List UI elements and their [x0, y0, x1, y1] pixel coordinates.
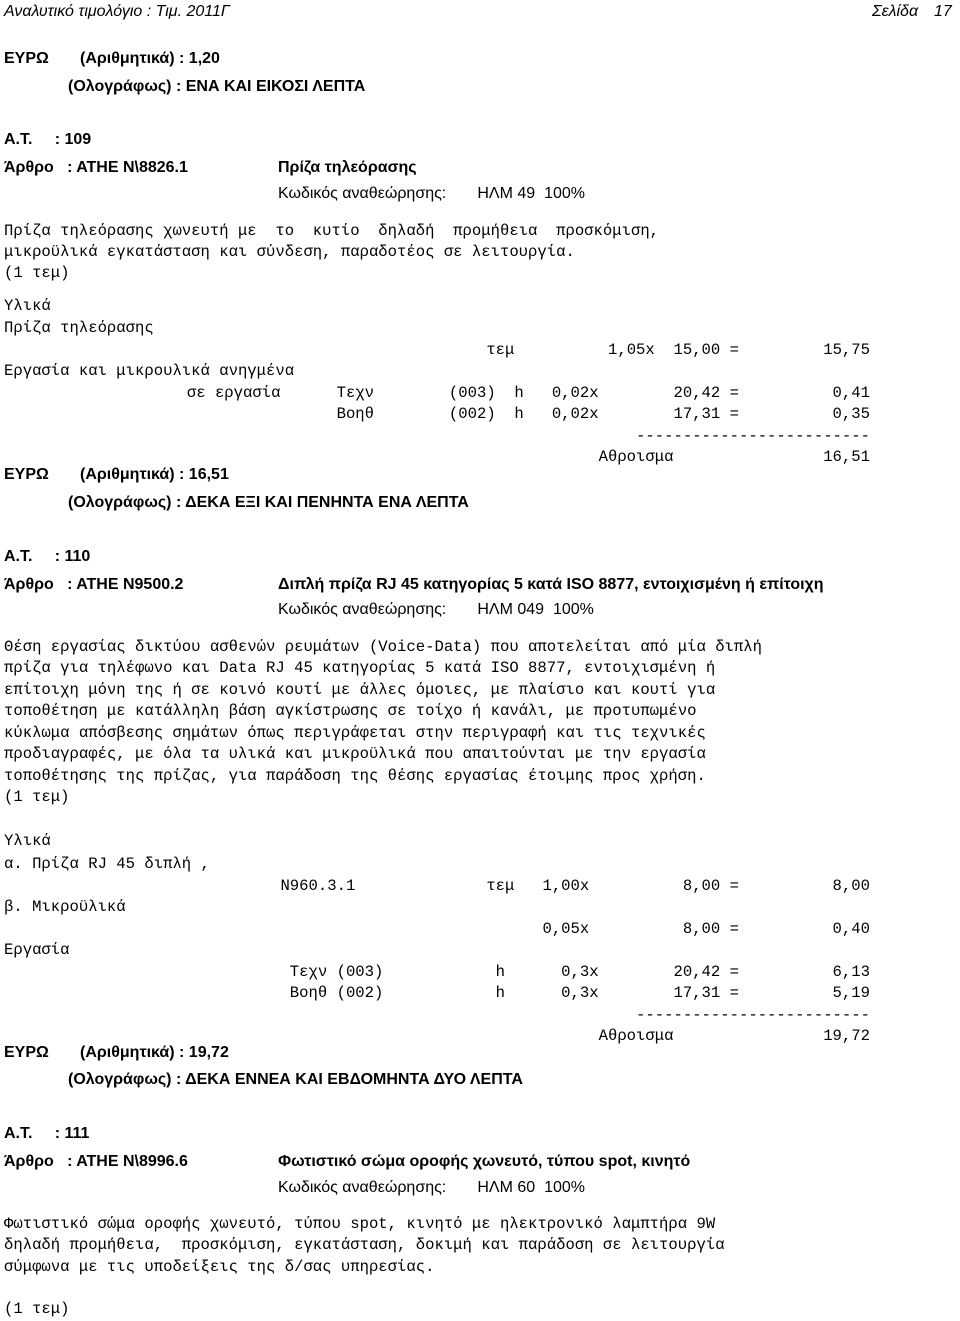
price-numeric: (Αριθμητικά) : 1,20 — [80, 50, 220, 67]
currency-label: ΕΥΡΩ — [4, 50, 49, 67]
price-words: (Ολογράφως) : ΕΝΑ ΚΑΙ ΕΙΚΟΣΙ ΛΕΠΤΑ — [68, 78, 366, 95]
labor-cost-row: σε εργασία Τεχν (003) h 0,02x 20,42 = 0,41 — [186, 384, 870, 402]
article-code: Άρθρο : ΑΤΗΕ Ν\8826.1 — [4, 159, 188, 176]
currency-label: ΕΥΡΩ — [4, 1044, 49, 1061]
document-header-title: Αναλυτικό τιμολόγιο : Τιμ. 2011Γ — [4, 3, 230, 20]
price-numeric: (Αριθμητικά) : 16,51 — [80, 466, 229, 483]
labor-heading: Εργασία και μικρουλικά ανηγμένα — [4, 362, 295, 380]
item-code: Α.Τ. : 111 — [4, 1125, 90, 1142]
item-code: Α.Τ. : 109 — [4, 131, 92, 148]
total-separator: ------------------------- — [636, 1006, 870, 1024]
item-description-line: πρίζα για τηλέφωνο και Data RJ 45 κατηγορίας 5 κατά ISO 8877, εντοιχισμένη ή — [4, 659, 716, 677]
material-cost-row: τεμ 1,05x 15,00 = 15,75 — [486, 341, 870, 359]
item-description-line: σύμφωνα με τις υποδείξεις της δ/σας υπηρεσίας. — [4, 1258, 435, 1276]
materials-heading: Υλικά — [4, 832, 51, 850]
item-code: Α.Τ. : 110 — [4, 548, 91, 565]
material-cost-row: N960.3.1 τεμ 1,00x 8,00 = 8,00 — [252, 877, 870, 895]
item-description-line: προδιαγραφές, με όλα τα υλικά και μικροϋλικά που απαιτούνται με την εργασία — [4, 745, 706, 763]
item-description-line: μικροϋλικά εγκατάσταση και σύνδεση, παραδοτέος σε λειτουργία. — [4, 243, 575, 261]
item-description-line: Θέση εργασίας δικτύου ασθενών ρευμάτων (Voice-Data) που αποτελείται από μία διπλή — [4, 638, 762, 656]
item-description-line: δηλαδή προμήθεια, προσκόμιση, εγκατάσταση, δοκιμή και παράδοση σε λειτουργία — [4, 1236, 725, 1254]
total-sum: Αθροισμα 19,72 — [598, 1027, 870, 1045]
total-sum: Αθροισμα 16,51 — [598, 448, 870, 466]
material-name: α. Πρίζα RJ 45 διπλή , — [4, 855, 210, 873]
revision-code: Κωδικός αναθεώρησης: ΗΛΜ 60 100% — [278, 1179, 585, 1196]
item-description-line: Πρίζα τηλεόρασης χωνευτή με το κυτίο δηλαδή προμήθεια προσκόμιση, — [4, 222, 660, 240]
article-code: Άρθρο : ΑΤΗΕ Ν\8996.6 — [4, 1153, 188, 1170]
item-description-line: Φωτιστικό σώμα οροφής χωνευτό, τύπου spot, κινητό με ηλεκτρονικό λαμπτήρα 9W — [4, 1215, 716, 1233]
revision-code: Κωδικός αναθεώρησης: ΗΛΜ 049 100% — [278, 601, 594, 618]
item-unit: (1 τεμ) — [4, 264, 70, 282]
price-words: (Ολογράφως) : ΔΕΚΑ ΕΞΙ ΚΑΙ ΠΕΝΗΝΤΑ ΕΝΑ ΛΕΠΤΑ — [68, 494, 469, 511]
total-separator: ------------------------- — [636, 427, 870, 445]
item-unit: (1 τεμ) — [4, 1300, 70, 1318]
article-code: Άρθρο : ΑΤΗΕ Ν9500.2 — [4, 576, 184, 593]
item-description-line: κύκλωμα απόσβεσης σημάτων όπως περιγράφεται στην περιγραφή και τις τεχνικές — [4, 724, 706, 742]
labor-heading: Εργασία — [4, 941, 70, 959]
page-number: 17 — [934, 3, 952, 20]
labor-cost-row: Τεχν (003) h 0,3x 20,42 = 6,13 — [261, 963, 870, 981]
item-description-line: τοποθέτηση με κατάλληλη βάση αγκίστρωσης σε τοίχο ή κανάλι, με προτυπωμένο — [4, 702, 697, 720]
material-name: Πρίζα τηλεόρασης — [4, 319, 154, 337]
revision-code: Κωδικός αναθεώρησης: ΗΛΜ 49 100% — [278, 185, 585, 202]
item-description-line: επίτοιχη μόνη της ή σε κοινό κουτί με άλλες όμοιες, με πλαίσιο και κουτί για — [4, 681, 716, 699]
item-title: Διπλή πρίζα RJ 45 κατηγορίας 5 κατά ISO 8877, εντοιχισμένη ή επίτοιχη — [278, 576, 824, 593]
price-words: (Ολογράφως) : ΔΕΚΑ ΕΝΝΕΑ ΚΑΙ ΕΒΔΟΜΗΝΤΑ ΔΥΟ ΛΕΠΤΑ — [68, 1071, 523, 1088]
currency-label: ΕΥΡΩ — [4, 466, 49, 483]
page-label: Σελίδα — [872, 3, 919, 20]
item-description-line: τοποθέτησης της πρίζας, για παράδοση της θέσης εργασίας έτοιμης προς χρήση. — [4, 767, 706, 785]
labor-cost-row: Βοηθ (002) h 0,02x 17,31 = 0,35 — [336, 405, 870, 423]
item-unit: (1 τεμ) — [4, 788, 70, 806]
item-title: Πρίζα τηλεόρασης — [278, 159, 417, 176]
material-cost-row: 0,05x 8,00 = 0,40 — [542, 920, 870, 938]
item-title: Φωτιστικό σώμα οροφής χωνευτό, τύπου spot, κινητό — [278, 1153, 691, 1170]
price-numeric: (Αριθμητικά) : 19,72 — [80, 1044, 229, 1061]
materials-heading: Υλικά — [4, 297, 51, 315]
labor-cost-row: Βοηθ (002) h 0,3x 17,31 = 5,19 — [261, 984, 870, 1002]
material-name: β. Μικροϋλικά — [4, 898, 126, 916]
